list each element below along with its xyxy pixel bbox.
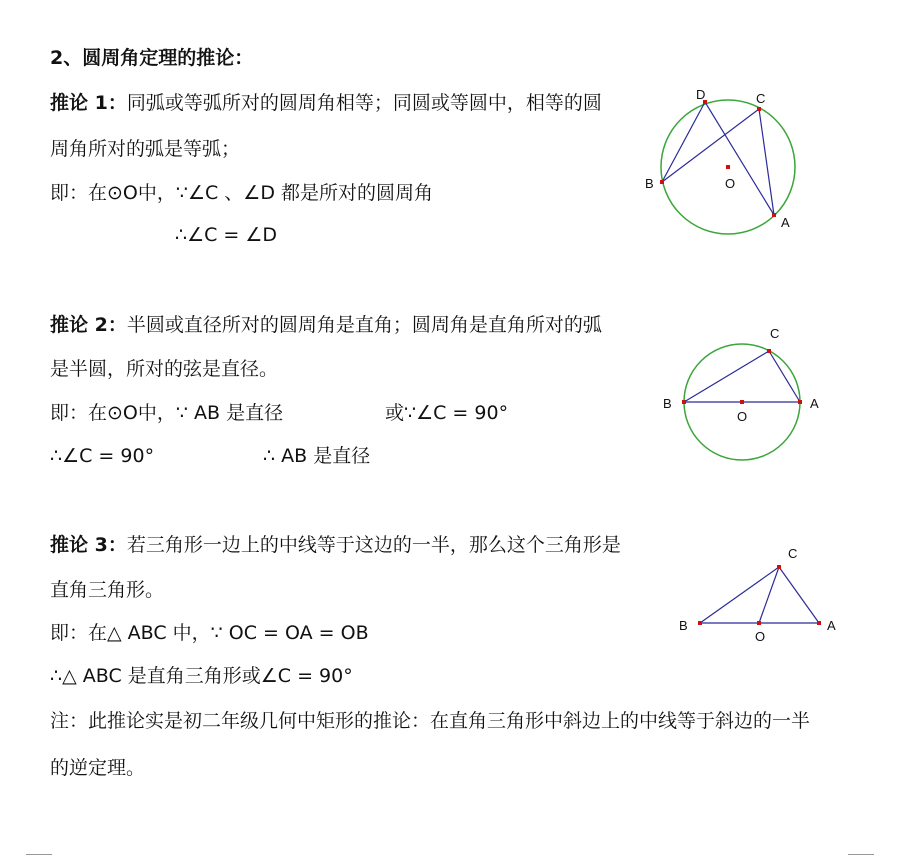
label-b: B	[663, 396, 672, 411]
point-c	[777, 565, 781, 569]
point-b	[682, 400, 686, 404]
corollary3-text-line1: 若三角形一边上的中线等于这边的一半，那么这个三角形是	[126, 534, 621, 556]
label-d: D	[696, 87, 706, 102]
corollary2-example-a: 即：在⊙O中，∵ AB 是直径	[50, 402, 284, 424]
label-b: B	[645, 176, 654, 191]
corollary2-conclusion-a: ∴∠C = 90°	[50, 445, 155, 467]
point-a	[772, 213, 776, 217]
label-c: C	[788, 546, 798, 561]
label-c: C	[756, 91, 766, 106]
point-o	[726, 165, 730, 169]
label-o: O	[737, 409, 748, 424]
corollary1-line1	[50, 90, 602, 116]
corollary2-conclusion-b: ∴ AB 是直径	[263, 445, 371, 467]
corollary3-conclusion: ∴△ ABC 是直角三角形或∠C = 90°	[50, 665, 353, 687]
corollary3-line1	[50, 532, 621, 558]
corollary2-text-line2: 是半圆，所对的弦是直径。	[50, 358, 279, 380]
corollary3-label: 推论 3：	[50, 534, 127, 556]
segment-ca	[769, 351, 800, 402]
segment-ca	[759, 109, 774, 215]
corollary2-figure	[655, 320, 830, 470]
segment-co-median	[759, 567, 779, 623]
section-title: 2、圆周角定理的推论：	[50, 47, 254, 69]
corollary1-example: 即：在⊙O中，∵∠C 、∠D 都是所对的圆周角	[50, 182, 434, 204]
point-a	[817, 621, 821, 625]
label-a: A	[827, 618, 836, 633]
point-c	[767, 349, 771, 353]
point-b	[660, 180, 664, 184]
corollary2-line1	[50, 312, 602, 338]
segment-da	[705, 102, 774, 215]
point-o	[740, 400, 744, 404]
corollary3-figure	[670, 540, 845, 650]
corollary1-label: 推论 1：	[50, 92, 127, 114]
label-a: A	[781, 215, 790, 230]
segment-bc	[684, 351, 769, 402]
corollary2-label: 推论 2：	[50, 314, 127, 336]
label-o: O	[755, 629, 766, 644]
label-a: A	[810, 396, 819, 411]
segment-bc	[700, 567, 779, 623]
corollary3-example: 即：在△ ABC 中，∵ OC = OA = OB	[50, 622, 369, 644]
corollary1-conclusion: ∴∠C = ∠D	[175, 224, 278, 246]
label-o: O	[725, 176, 736, 191]
segment-db	[662, 102, 705, 182]
page-corner-mark-left	[26, 854, 52, 855]
point-a	[798, 400, 802, 404]
segment-cb	[662, 109, 759, 182]
corollary1-text-line2: 周角所对的弧是等弧；	[50, 138, 241, 160]
label-c: C	[770, 326, 780, 341]
corollary1-figure	[640, 85, 815, 245]
point-b	[698, 621, 702, 625]
label-b: B	[679, 618, 688, 633]
note-line1: 注：此推论实是初二年级几何中矩形的推论：在直角三角形中斜边上的中线等于斜边的一半	[50, 710, 811, 732]
point-o	[757, 621, 761, 625]
corollary2-example-b: 或∵∠C = 90°	[385, 402, 509, 424]
corollary2-text-line1: 半圆或直径所对的圆周角是直角；圆周角是直角所对的弧	[126, 314, 602, 336]
page-corner-mark-right	[848, 854, 874, 855]
segment-ca	[779, 567, 819, 623]
point-c	[757, 107, 761, 111]
note-line2: 的逆定理。	[50, 757, 146, 779]
corollary3-text-line2: 直角三角形。	[50, 579, 165, 601]
corollary1-text-line1: 同弧或等弧所对的圆周角相等；同圆或等圆中，相等的圆	[126, 92, 602, 114]
